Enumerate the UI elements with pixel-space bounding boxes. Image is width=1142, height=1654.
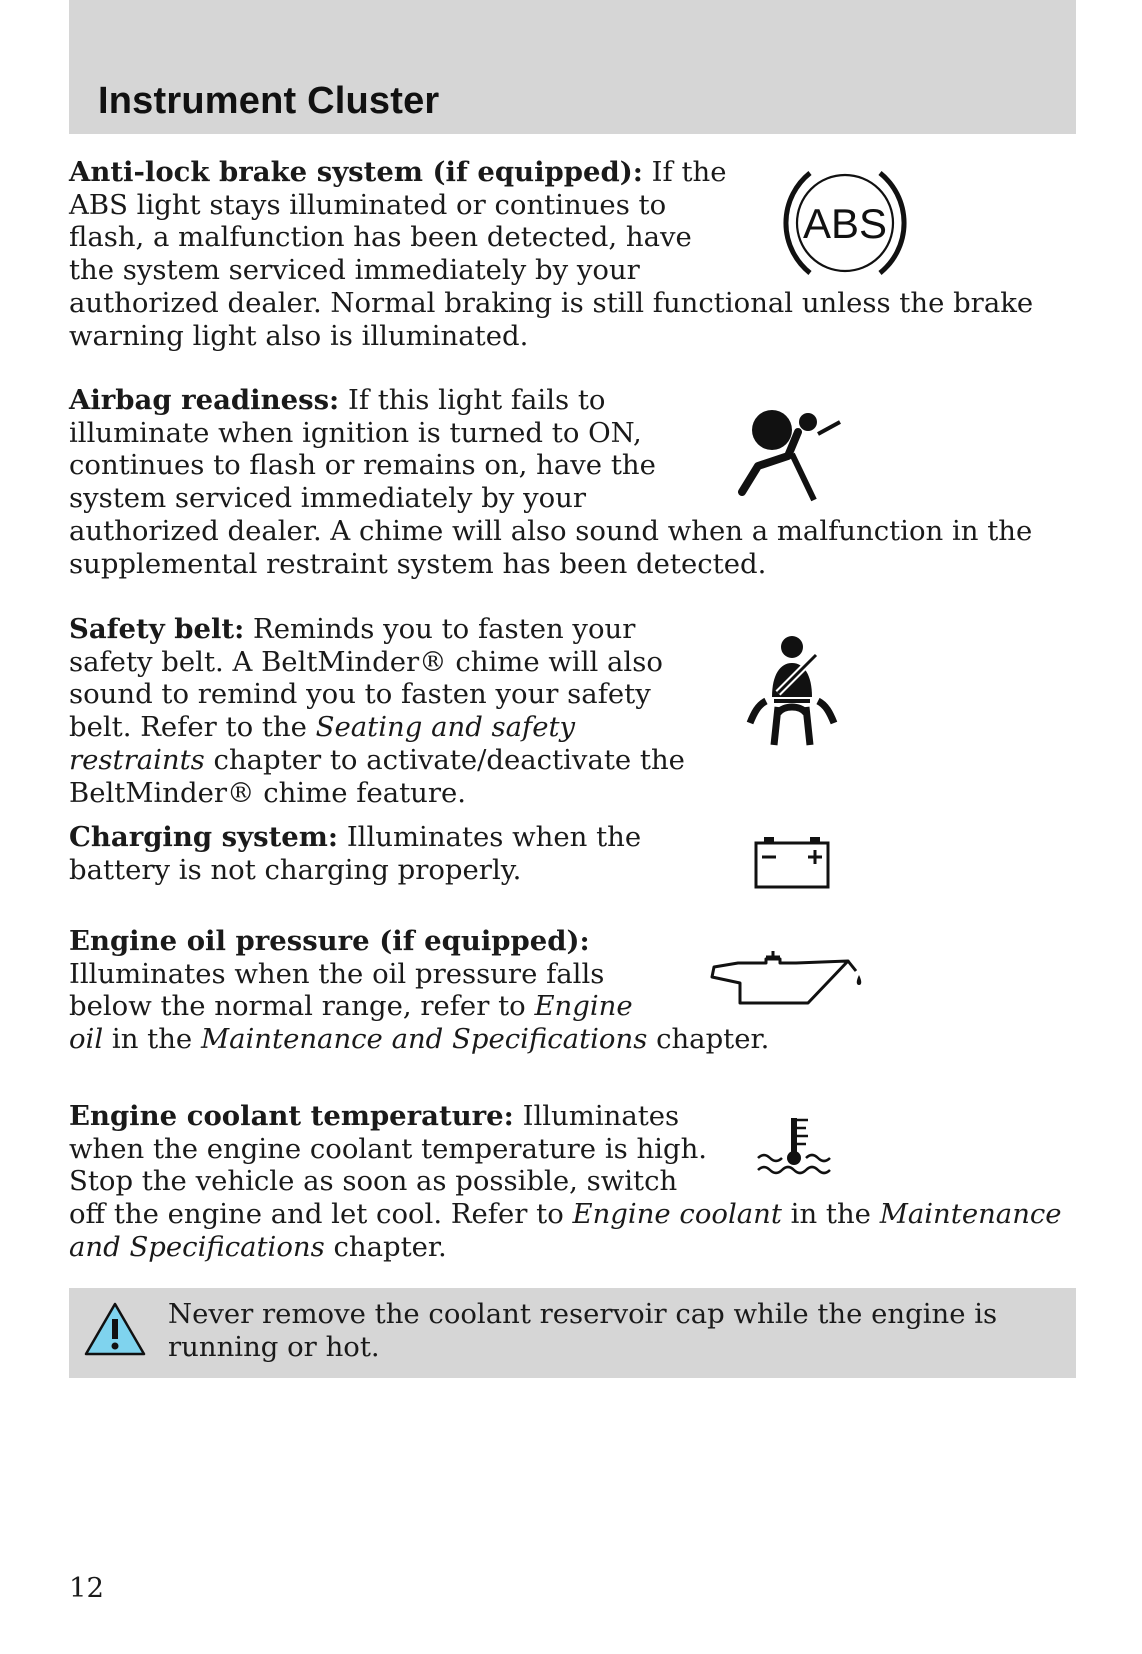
oil-section bbox=[69, 925, 1084, 1056]
warning-text: Never remove the coolant reservoir cap while the engine is running or hot. bbox=[168, 1298, 998, 1363]
charging-section bbox=[69, 821, 1084, 891]
coolant-reference-2: Maintenance and Specifications bbox=[69, 1198, 1062, 1263]
airbag-text: If this light fails to illuminate when ignition is turned to ON, continues to flash or remains on, have the system serviced immediately by your authorized dealer. A chime will also sound when a malfunction in the supplemental restraint system has been detected. bbox=[69, 384, 1033, 580]
coolant-text-a: Illuminates when the engine coolant temperature is high. Stop the vehicle as soon as possible, switch off the engine and let cool. Refer to bbox=[69, 1100, 708, 1231]
airbag-title: Airbag readiness: bbox=[69, 384, 340, 416]
oil-title: Engine oil pressure (if equipped): bbox=[69, 925, 590, 957]
abs-icon-label: ABS bbox=[802, 200, 888, 247]
oil-text-c: chapter. bbox=[656, 1023, 770, 1056]
belt-text-b: chapter to activate/deactivate the BeltMinder® chime feature. bbox=[69, 743, 685, 809]
abs-text: If the ABS light stays illuminated or continues to flash, a malfunction has been detected, have the system serviced immediately by your authorized dealer. Normal braking is still functional unless the brake warning light also is illuminated. bbox=[69, 156, 1034, 352]
airbag-section bbox=[69, 384, 1084, 580]
coolant-section bbox=[69, 1100, 1084, 1264]
oil-text-a: Illuminates when the oil pressure falls below the normal range, refer to bbox=[69, 957, 605, 1023]
oil-reference-2: Maintenance and Specifications bbox=[200, 1023, 648, 1056]
oil-can-icon bbox=[708, 947, 874, 1013]
airbag-icon bbox=[736, 404, 846, 502]
coolant-temperature-icon bbox=[754, 1114, 834, 1180]
abs-title: Anti-lock brake system (if equipped): bbox=[69, 156, 643, 188]
battery-icon bbox=[752, 835, 832, 891]
page-title: Instrument Cluster bbox=[98, 80, 440, 122]
abs-section bbox=[69, 156, 1084, 352]
seatbelt-icon bbox=[744, 635, 840, 747]
coolant-title: Engine coolant temperature: bbox=[69, 1100, 514, 1132]
coolant-text-c: chapter. bbox=[333, 1230, 447, 1263]
oil-reference-1: Engine oil bbox=[69, 990, 633, 1056]
belt-section bbox=[69, 613, 1084, 809]
belt-reference: Seating and safety restraints bbox=[69, 711, 576, 776]
belt-title: Safety belt: bbox=[69, 613, 245, 645]
page-number: 12 bbox=[69, 1572, 104, 1604]
oil-text-b: in the bbox=[111, 1023, 193, 1056]
header-bar bbox=[69, 0, 1076, 134]
charging-title: Charging system: bbox=[69, 821, 339, 853]
coolant-text-b: in the bbox=[790, 1198, 871, 1231]
charging-text: Illuminates when the battery is not charging properly. bbox=[69, 821, 642, 886]
warning-triangle-icon bbox=[83, 1301, 147, 1357]
coolant-reference-1: Engine coolant bbox=[572, 1198, 782, 1231]
warning-box bbox=[69, 1288, 1076, 1378]
belt-text-a: Reminds you to fasten your safety belt. A BeltMinder® chime will also sound to remind you to fasten your safety belt. Refer to the bbox=[69, 613, 663, 744]
abs-icon bbox=[770, 163, 920, 283]
